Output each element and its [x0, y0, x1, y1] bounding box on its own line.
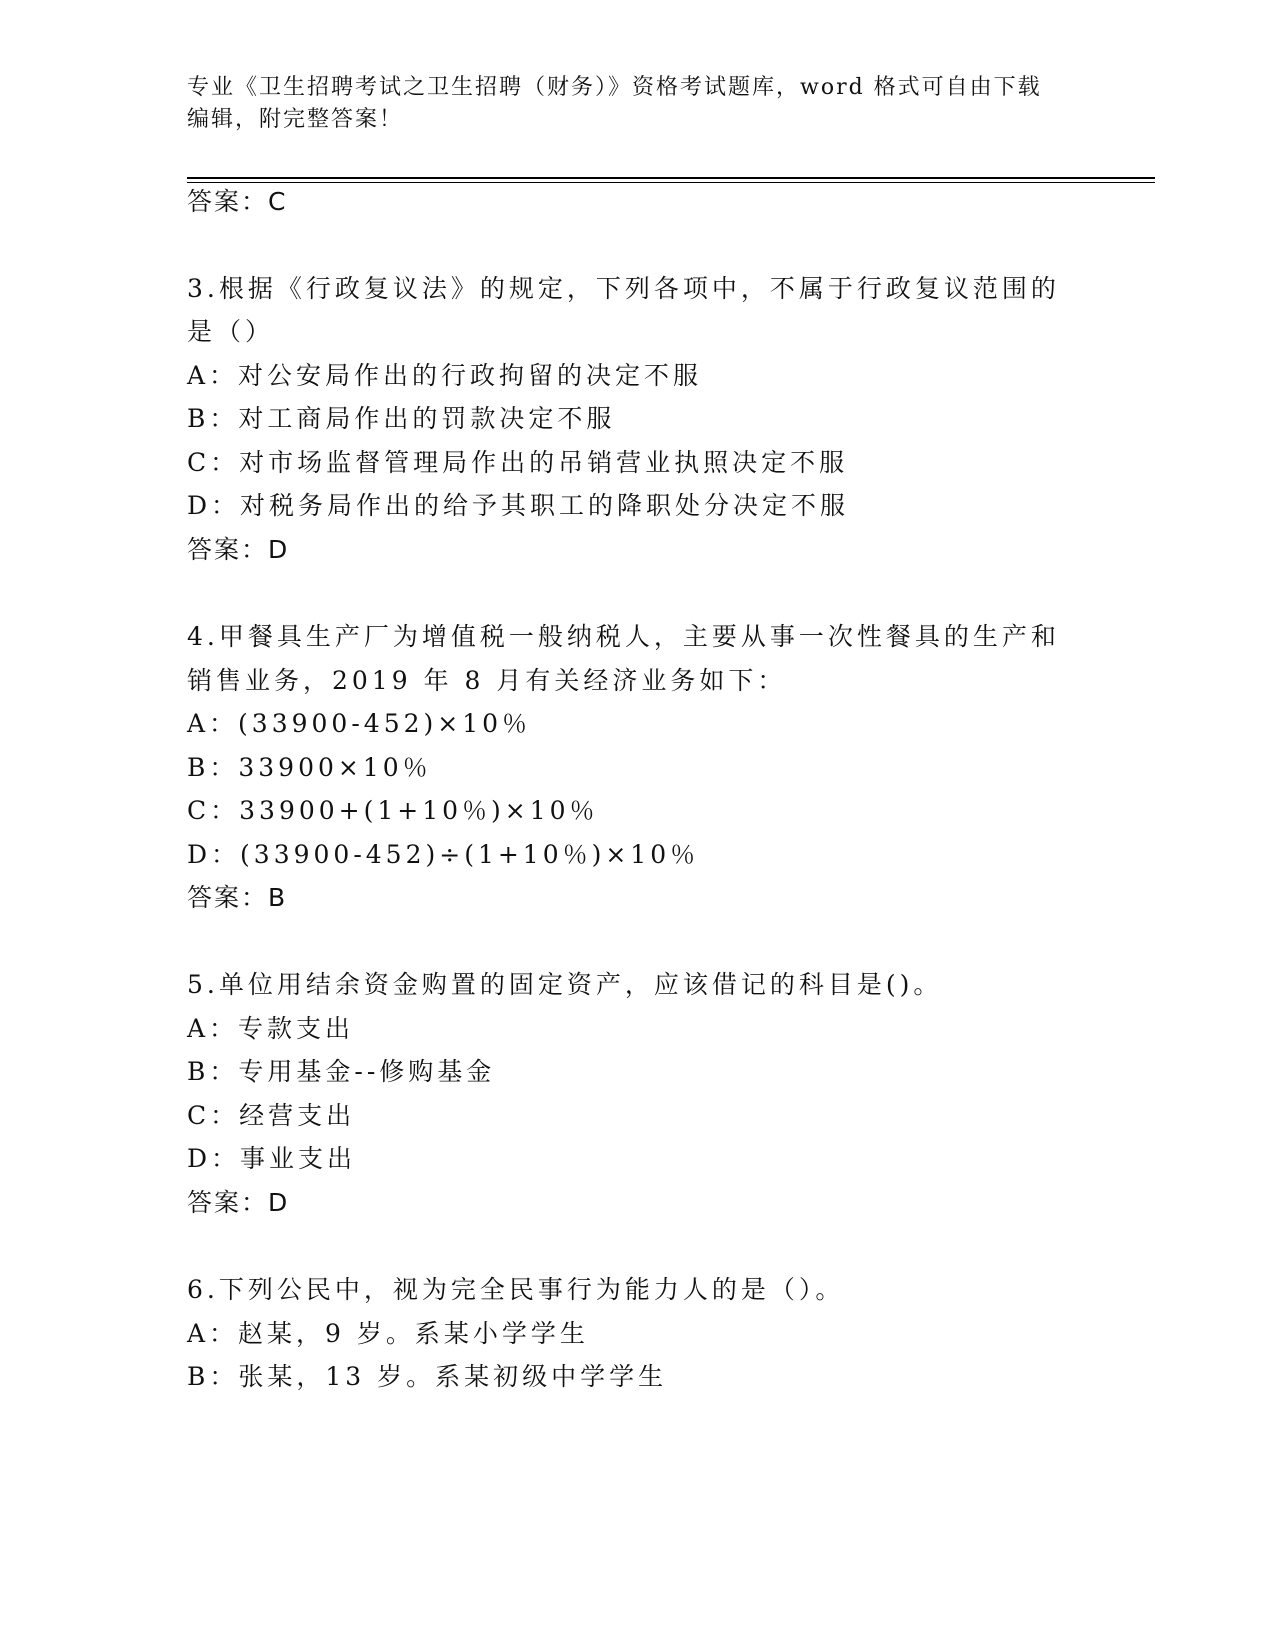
previous-answer: 答案：C	[187, 187, 288, 216]
header-divider-thick	[187, 177, 1155, 179]
q3-option-a: A：对公安局作出的行政拘留的决定不服	[187, 361, 703, 390]
q3-option-b: B：对工商局作出的罚款决定不服	[187, 404, 616, 433]
document-header	[187, 72, 1087, 136]
q5-answer: 答案：D	[187, 1188, 290, 1217]
q3-answer: 答案：D	[187, 535, 290, 564]
q4-option-c: C：33900+(1+10％)×10％	[187, 796, 599, 825]
q3-option-d: D：对税务局作出的给予其职工的降职处分决定不服	[187, 491, 850, 520]
q3-option-c: C：对市场监督管理局作出的吊销营业执照决定不服	[187, 448, 849, 477]
q4-stem-line-2: 销售业务，2019 年 8 月有关经济业务如下：	[187, 666, 787, 695]
q4-option-a: A：(33900-452)×10％	[187, 709, 532, 738]
q4-option-b: B：33900×10％	[187, 753, 432, 782]
q6-stem-line-1: 6.下列公民中，视为完全民事行为能力人的是（）。	[187, 1275, 845, 1304]
q5-stem-line-1: 5.单位用结余资金购置的固定资产，应该借记的科目是()。	[187, 970, 943, 999]
q4-stem-line-1: 4.甲餐具生产厂为增值税一般纳税人，主要从事一次性餐具的生产和	[187, 622, 1060, 651]
header-divider-thin	[187, 182, 1155, 183]
q4-option-d: D：(33900-452)÷(1+10％)×10％	[187, 840, 700, 869]
q3-stem-line-2: 是（）	[187, 317, 275, 346]
q3-stem-line-1: 3.根据《行政复议法》的规定，下列各项中，不属于行政复议范围的	[187, 274, 1060, 303]
q4-answer: 答案：B	[187, 883, 288, 912]
q5-option-b: B：专用基金--修购基金	[187, 1057, 496, 1086]
header-line-2: 编辑，附完整答案！	[187, 107, 404, 132]
q5-option-c: C：经营支出	[187, 1101, 356, 1130]
header-line-1: 专业《卫生招聘考试之卫生招聘（财务）》资格考试题库，word 格式可自由下载	[187, 75, 1042, 100]
q5-option-a: A：专款支出	[187, 1014, 355, 1043]
q6-option-a: A：赵某，9 岁。系某小学学生	[187, 1319, 589, 1348]
q5-option-d: D：事业支出	[187, 1144, 357, 1173]
q6-option-b: B：张某，13 岁。系某初级中学学生	[187, 1362, 668, 1391]
